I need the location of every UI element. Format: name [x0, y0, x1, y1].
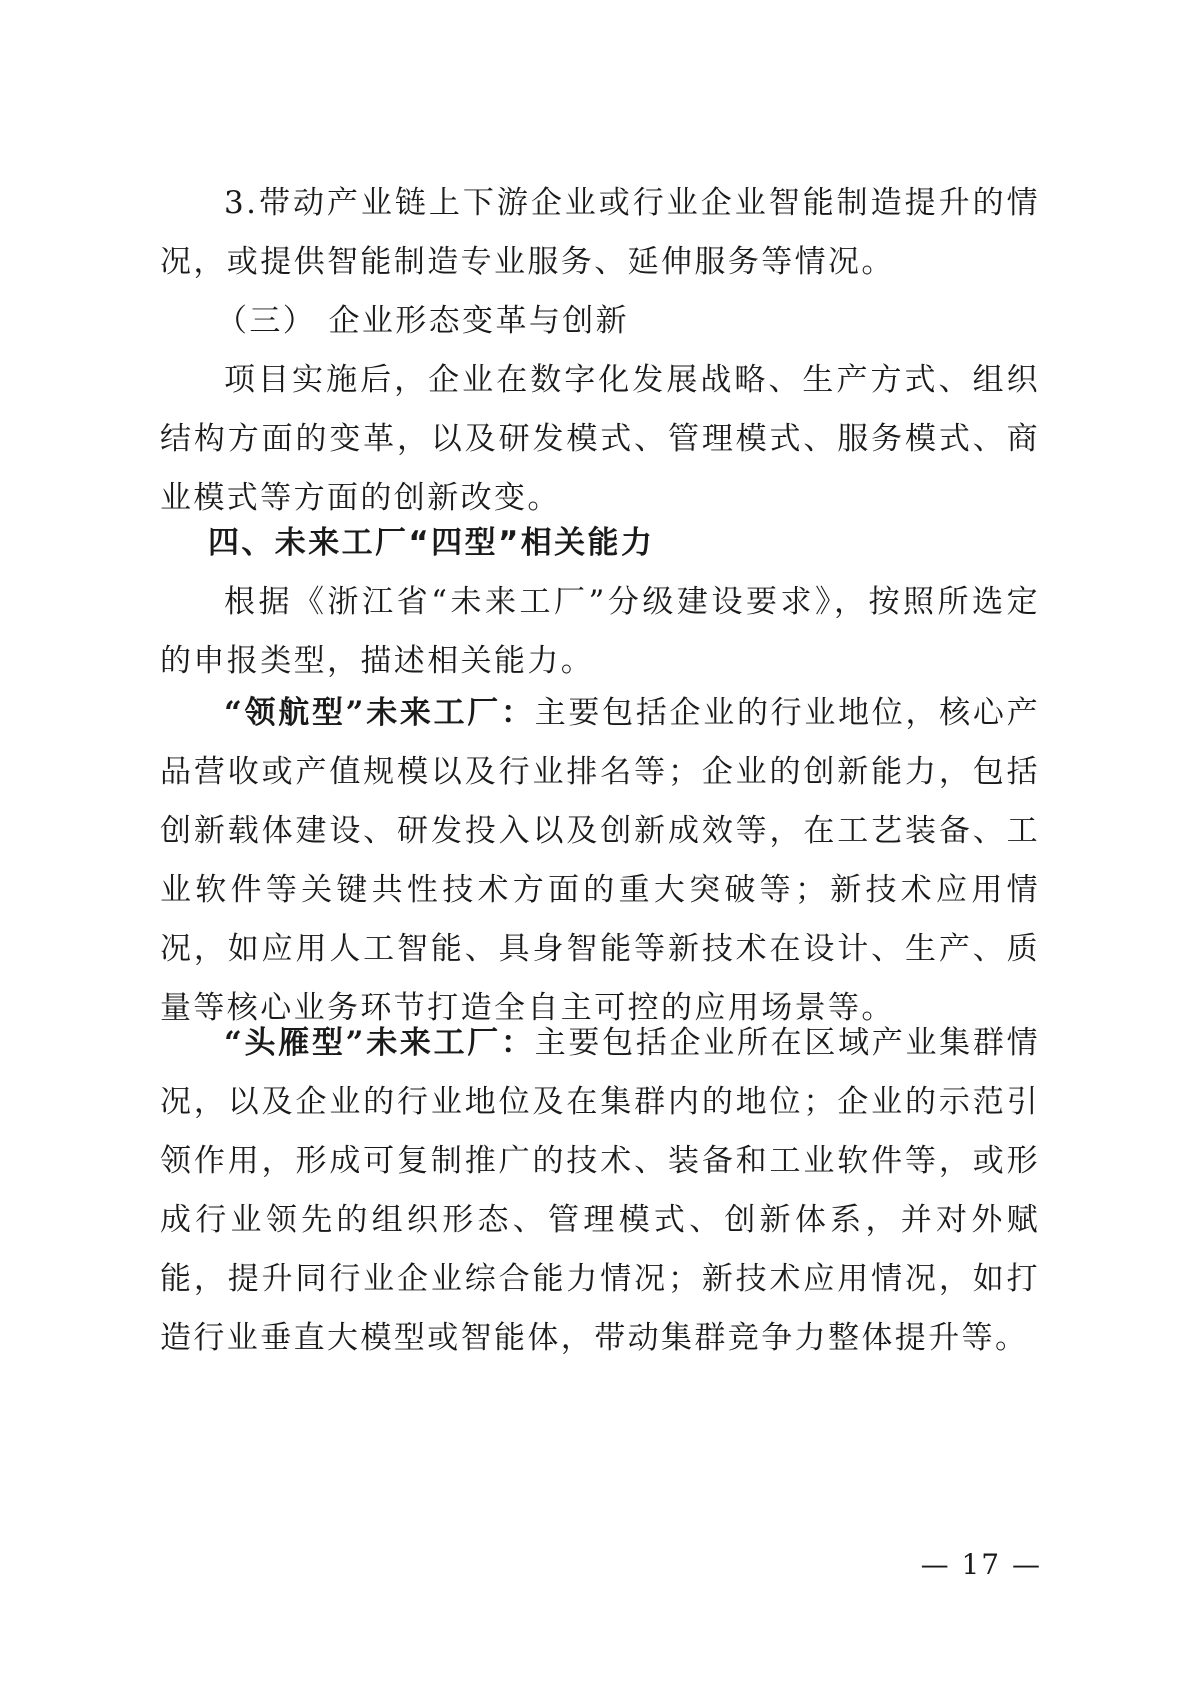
section-heading-four-types: 四、未来工厂“四型”相关能力 — [208, 525, 655, 561]
goose-type-label: “头雁型”未来工厂： — [224, 1025, 535, 1061]
paragraph-industry-chain: 3.带动产业链上下游企业或行业企业智能制造提升的情况，或提供智能制造专业服务、延伸服务等情况。 — [160, 185, 1040, 280]
subheading-form-transformation: （三） 企业形态变革与创新 — [216, 303, 630, 339]
paragraph-basis: 根据《浙江省“未来工厂”分级建设要求》，按照所选定的申报类型，描述相关能力。 — [160, 584, 1040, 679]
page-number: — 17 — — [920, 1548, 1042, 1581]
paragraph-transformation: 项目实施后，企业在数字化发展战略、生产方式、组织结构方面的变革，以及研发模式、管理模式、服务模式、商业模式等方面的创新改变。 — [160, 362, 1040, 516]
paragraph-leader-type — [160, 684, 1040, 1038]
leader-type-label: “领航型”未来工厂： — [224, 695, 535, 731]
goose-type-body: 主要包括企业所在区域产业集群情况，以及企业的行业地位及在集群内的地位；企业的示范引领作用，形成可复制推广的技术、装备和工业软件等，或形成行业领先的组织形态、管理模式、创新体系，并对外赋能，提升同行业企业综合能力情况；新技术应用情况，如打造行业垂直大模型或智能体，带动集群竞争力整体提升等。 — [160, 1025, 1040, 1356]
paragraph-goose-type — [160, 1014, 1040, 1368]
leader-type-body: 主要包括企业的行业地位，核心产品营收或产值规模以及行业排名等；企业的创新能力，包括创新载体建设、研发投入以及创新成效等，在工艺装备、工业软件等关键共性技术方面的重大突破等；新技术应用情况，如应用人工智能、具身智能等新技术在设计、生产、质量等核心业务环节打造全自主可控的应用场景等。 — [160, 695, 1040, 1026]
